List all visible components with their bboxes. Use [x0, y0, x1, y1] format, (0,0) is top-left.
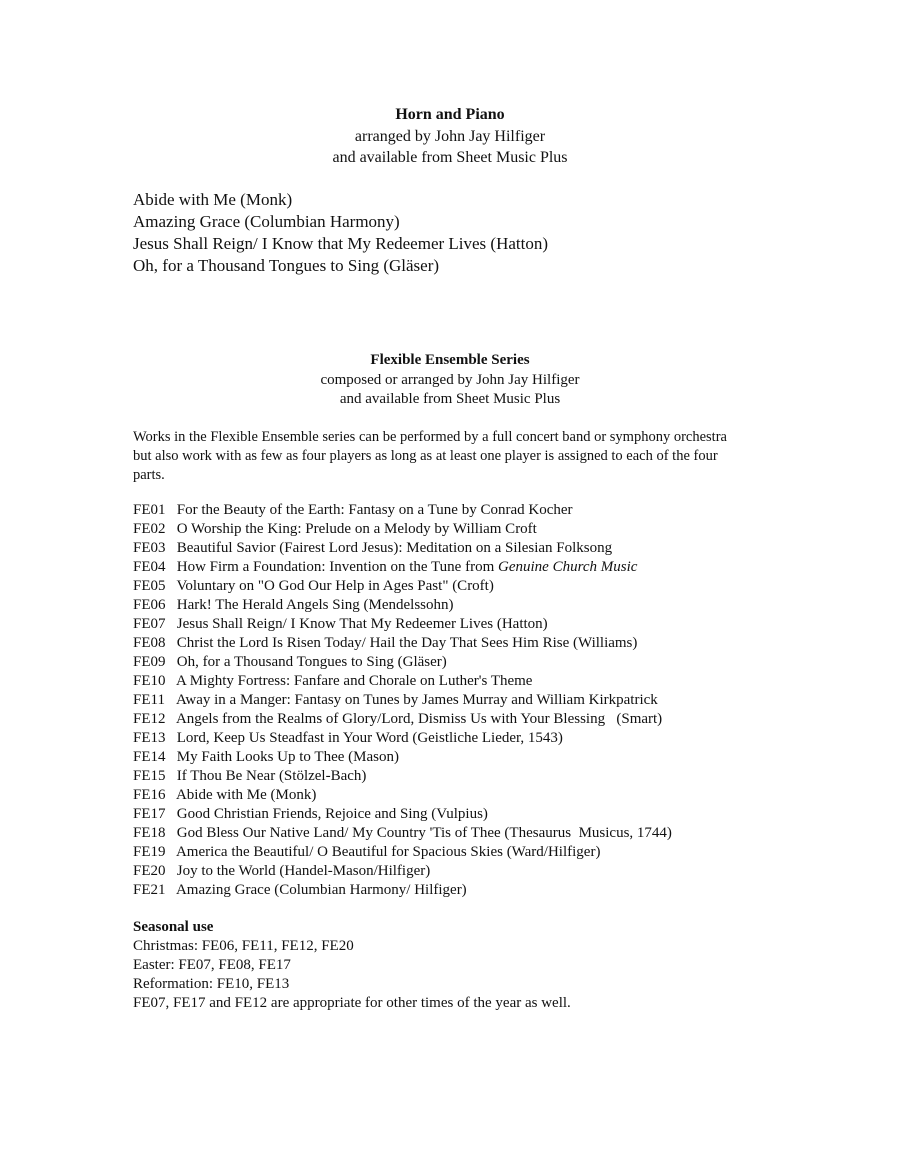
item-code: FE12 [133, 711, 166, 727]
item-code: FE18 [133, 825, 166, 841]
flexible-ensemble-availability: and available from Sheet Music Plus [339, 391, 561, 407]
item-title: A Mighty Fortress: Fanfare and Chorale on Luther's Theme [175, 673, 533, 689]
horn-piano-arranger: arranged by John Jay Hilfiger [354, 128, 546, 145]
item-title: Joy to the World (Handel-Mason/Hilfiger) [176, 863, 431, 879]
item-title: Oh, for a Thousand Tongues to Sing (Gläser) [176, 654, 447, 670]
seasonal-line: Reformation: FE10, FE13 [133, 976, 290, 992]
horn-piano-list [133, 189, 853, 277]
horn-piano-availability: and available from Sheet Music Plus [332, 149, 568, 166]
seasonal-line: Easter: FE07, FE08, FE17 [133, 957, 291, 973]
item-title: God Bless Our Native Land/ My Country 'Tis of Thee (Thesaurus Musicus, 1744) [176, 825, 672, 841]
item-title: Voluntary on "O God Our Help in Ages Past" (Croft) [176, 578, 494, 594]
flexible-ensemble-arranger: composed or arranged by John Jay Hilfiger [320, 372, 580, 388]
list-item [133, 520, 853, 539]
item-code: FE01 [133, 502, 166, 518]
seasonal-use-section [133, 918, 853, 1013]
item-title: Abide with Me (Monk) [175, 787, 317, 803]
flexible-ensemble-title: Flexible Ensemble Series [370, 352, 530, 368]
list-item [133, 805, 853, 824]
list-item [133, 558, 853, 577]
seasonal-use-heading: Seasonal use [133, 919, 214, 935]
item-title: Good Christian Friends, Rejoice and Sing (Vulpius) [176, 806, 488, 822]
item-title: My Faith Looks Up to Thee (Mason) [176, 749, 399, 765]
item-code: FE19 [133, 844, 166, 860]
list-item [133, 672, 853, 691]
item-code: FE03 [133, 540, 166, 556]
item-code: FE16 [133, 787, 166, 803]
item-code: FE02 [133, 521, 166, 537]
list-item [133, 539, 853, 558]
list-item [133, 729, 853, 748]
item-code: FE21 [133, 882, 166, 898]
item-title: Christ the Lord Is Risen Today/ Hail the Day That Sees Him Rise (Williams) [176, 635, 638, 651]
item-title: Jesus Shall Reign/ I Know That My Redeemer Lives (Hatton) [176, 616, 548, 632]
list-item: Abide with Me (Monk) [133, 190, 293, 209]
flexible-ensemble-list [133, 501, 853, 900]
list-item [133, 710, 853, 729]
list-item [133, 843, 853, 862]
item-code: FE06 [133, 597, 166, 613]
item-code: FE07 [133, 616, 166, 632]
item-title: How Firm a Foundation: Invention on the Tune from [176, 559, 498, 575]
item-code: FE05 [133, 578, 166, 594]
item-title: America the Beautiful/ O Beautiful for Spacious Skies (Ward/Hilfiger) [175, 844, 601, 860]
list-item: Amazing Grace (Columbian Harmony) [133, 212, 400, 231]
item-code: FE14 [133, 749, 166, 765]
list-item [133, 596, 853, 615]
list-item [133, 577, 853, 596]
item-code: FE04 [133, 559, 166, 575]
item-title: Angels from the Realms of Glory/Lord, Dismiss Us with Your Blessing (Smart) [175, 711, 663, 727]
item-title: Away in a Manger: Fantasy on Tunes by James Murray and William Kirkpatrick [175, 692, 658, 708]
horn-piano-title: Horn and Piano [395, 106, 505, 123]
flexible-ensemble-description: Works in the Flexible Ensemble series can be performed by a full concert band or symphony orchestra but also work with as few as four players as long as at least one player is assigned to each of the four parts. [133, 429, 727, 483]
seasonal-line: FE07, FE17 and FE12 are appropriate for other times of the year as well. [133, 995, 571, 1011]
list-item [133, 748, 853, 767]
item-title: Lord, Keep Us Steadfast in Your Word (Geistliche Lieder, 1543) [176, 730, 563, 746]
item-title-italic: Genuine Church Music [498, 559, 638, 575]
item-code: FE15 [133, 768, 166, 784]
list-item [133, 653, 853, 672]
item-code: FE13 [133, 730, 166, 746]
list-item [133, 691, 853, 710]
item-code: FE09 [133, 654, 166, 670]
list-item [133, 862, 853, 881]
item-title: Beautiful Savior (Fairest Lord Jesus): Meditation on a Silesian Folksong [176, 540, 613, 556]
item-code: FE11 [133, 692, 165, 708]
list-item [133, 881, 853, 900]
list-item: Jesus Shall Reign/ I Know that My Redeemer Lives (Hatton) [133, 234, 549, 253]
item-code: FE20 [133, 863, 166, 879]
item-title: Hark! The Herald Angels Sing (Mendelssohn) [176, 597, 454, 613]
item-code: FE10 [133, 673, 166, 689]
item-title: For the Beauty of the Earth: Fantasy on a Tune by Conrad Kocher [176, 502, 573, 518]
item-code: FE17 [133, 806, 166, 822]
item-title: Amazing Grace (Columbian Harmony/ Hilfiger) [175, 882, 467, 898]
list-item [133, 615, 853, 634]
item-title: If Thou Be Near (Stölzel-Bach) [176, 768, 367, 784]
list-item [133, 786, 853, 805]
list-item [133, 767, 853, 786]
list-item [133, 501, 853, 520]
list-item [133, 634, 853, 653]
item-title: O Worship the King: Prelude on a Melody by William Croft [176, 521, 537, 537]
list-item [133, 824, 853, 843]
seasonal-line: Christmas: FE06, FE11, FE12, FE20 [133, 938, 354, 954]
item-code: FE08 [133, 635, 166, 651]
list-item: Oh, for a Thousand Tongues to Sing (Gläser) [133, 256, 440, 275]
